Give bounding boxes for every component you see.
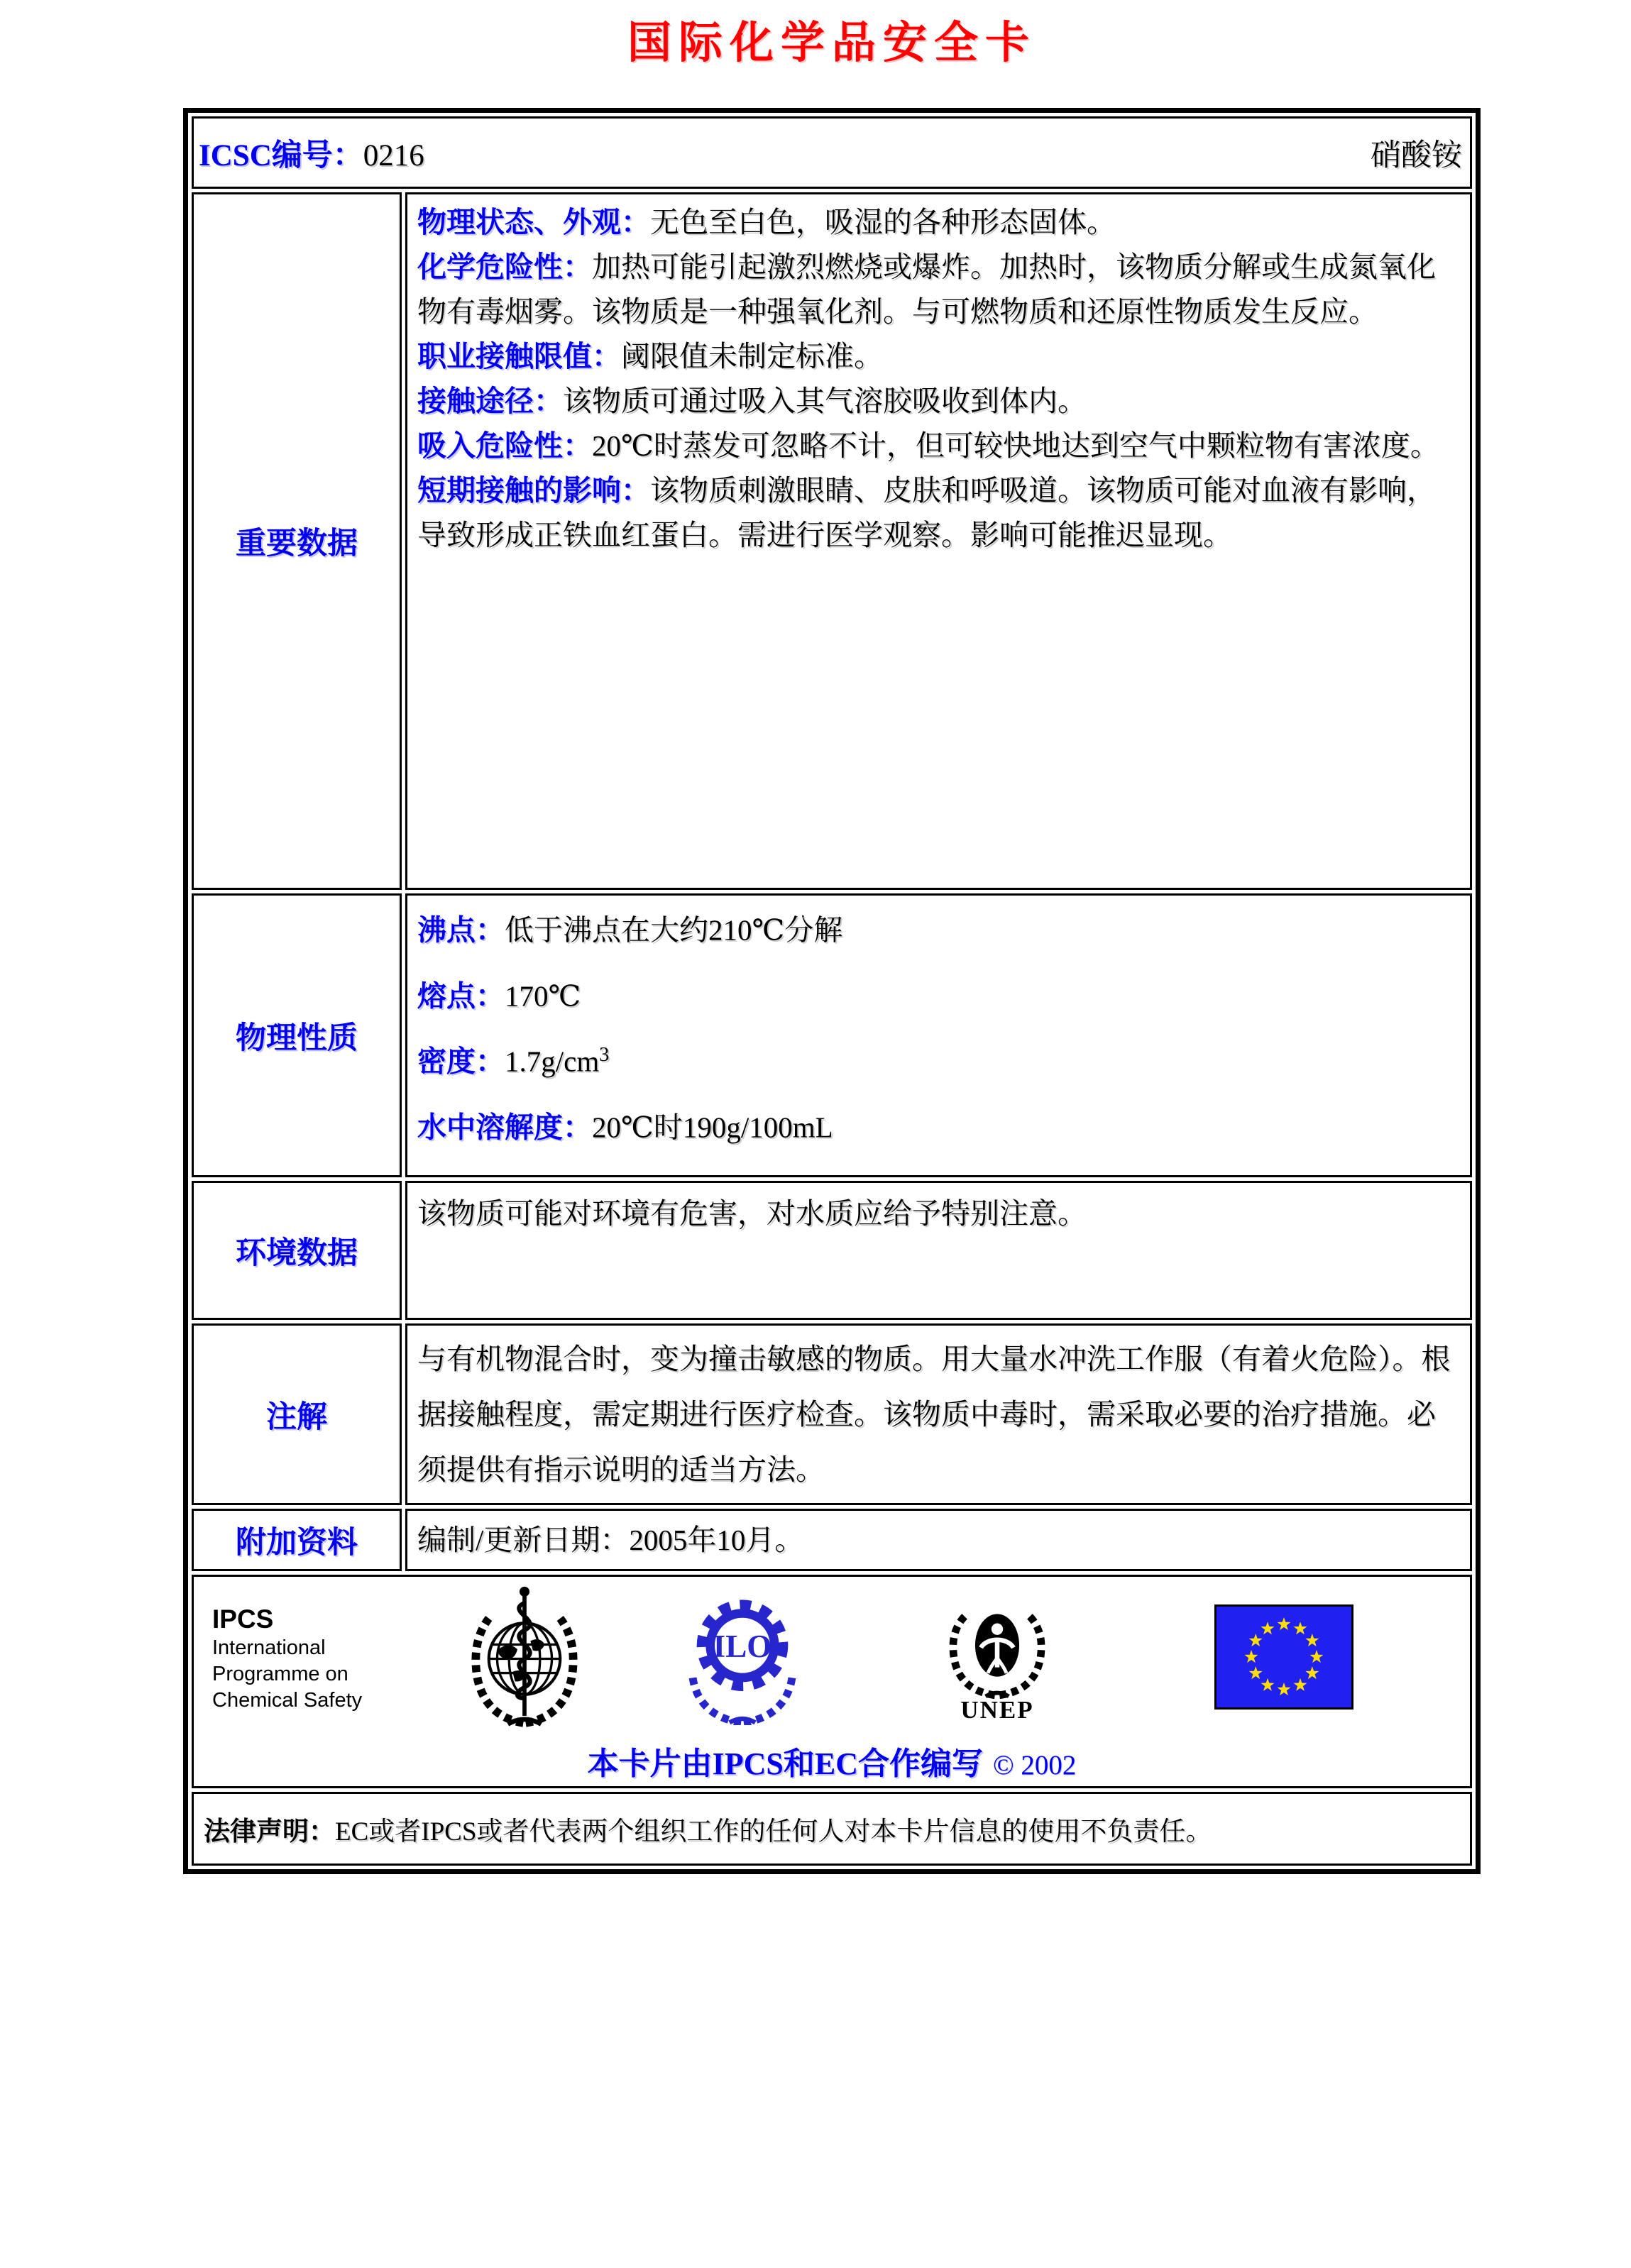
icsc-number-field [199,131,424,175]
credit-text: 本卡片由IPCS和EC合作编写 [587,1746,983,1781]
unep-logo-icon [939,1593,1055,1724]
field-inhalation-risk: 吸入危险性：20℃时蒸发可忽略不计，但可较快地达到空气中颗粒物有害浓度。 [417,429,1439,462]
page-title: 国际化学品安全卡 [627,19,1036,67]
additional-info-content [405,1509,1472,1571]
physical-properties-row-label: 物理性质 [192,893,402,1177]
field-chemical-dangers: 化学危险性：加热可能引起激烈燃烧或爆炸。加热时，该物质分解或生成氮氧化物有毒烟雾。该物质是一种强氧化剂。与可燃物质和还原性物质发生反应。 [417,251,1436,328]
important-data-row-label: 重要数据 [192,192,402,890]
credit-line [194,1738,1470,1783]
legal-notice-cell [192,1792,1472,1866]
field-water-solubility: 水中溶解度：20℃时190g/100mL [417,1111,833,1144]
row-physical-properties [192,893,1472,1177]
field-update-date: 编制/更新日期：2005年10月。 [417,1523,804,1556]
copyright-text: © 2002 [992,1750,1077,1780]
row-header [192,116,1472,189]
field-short-term-effects: 短期接触的影响：该物质刺激眼睛、皮肤和呼吸道。该物质可能对血液有影响，导致形成正铁血红蛋白。需进行医学观察。影响可能推迟显现。 [417,474,1436,551]
field-boiling-point: 沸点：低于沸点在大约210℃分解 [417,913,843,947]
icsc-number-value: 0216 [363,138,424,172]
icsc-number-label: ICSC编号： [199,138,363,172]
eu-flag-icon [1214,1604,1353,1713]
header-cell [192,116,1472,189]
notes-content [405,1323,1472,1505]
row-important-data [192,192,1472,890]
ipcs-acronym: IPCS [212,1604,274,1634]
field-melting-point: 熔点：170℃ [417,979,581,1013]
important-data-content [405,192,1472,890]
legal-notice-text: EC或者IPCS或者代表两个组织工作的任何人对本卡片信息的使用不负责任。 [335,1817,1212,1846]
environmental-data-content [405,1181,1472,1320]
notes-row-label: 注解 [192,1323,402,1505]
field-environmental: 该物质可能对环境有危害，对水质应给予特别注意。 [417,1197,1087,1230]
chemical-name: 硝酸铵 [1371,138,1462,172]
row-legal [192,1792,1472,1866]
environmental-data-row-label: 环境数据 [192,1181,402,1320]
row-additional-info [192,1509,1472,1571]
row-environmental-data [192,1181,1472,1320]
logos-cell [192,1575,1472,1788]
ipcs-text-block: IPCS International Programme on Chemical Safety [212,1604,425,1714]
field-notes: 与有机物混合时，变为撞击敏感的物质。用大量水冲洗工作服（有着火危险）。根据接触程度，需定期进行医疗检查。该物质中毒时，需采取必要的治疗措施。必须提供有指示说明的适当方法。 [417,1343,1451,1486]
additional-info-row-label: 附加资料 [192,1509,402,1571]
legal-notice-label: 法律声明： [204,1817,335,1846]
icsc-card-table [183,108,1481,1874]
field-physical-state: 物理状态、外观：无色至白色，吸湿的各种形态固体。 [417,206,1116,238]
row-logos [192,1575,1472,1788]
unep-logo-caption: UNEP [960,1696,1034,1724]
field-density: 密度：$1.7g/cm^3$ [417,1044,610,1078]
who-logo-icon [465,1584,584,1734]
field-exposure-routes: 接触途径：该物质可通过吸入其气溶胶吸收到体内。 [417,385,1087,417]
ilo-logo-icon [678,1589,807,1729]
field-exposure-limits: 职业接触限值：阈限值未制定标准。 [417,340,883,373]
physical-properties-content [405,893,1472,1177]
row-notes [192,1323,1472,1505]
ilo-logo-text: ILO [713,1629,772,1664]
